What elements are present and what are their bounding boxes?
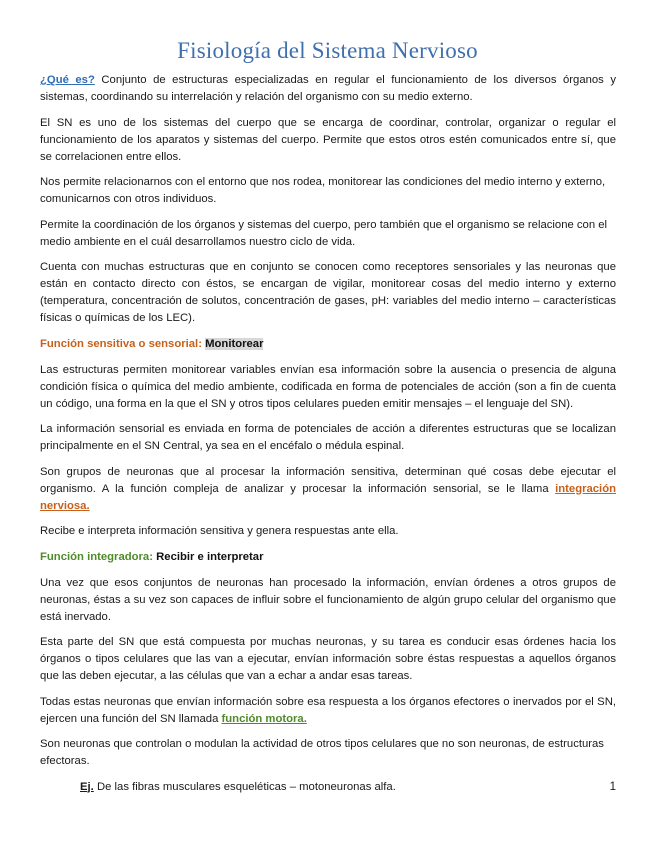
integrative-paragraph-3 xyxy=(40,694,616,728)
sensory-paragraph-3 xyxy=(40,464,616,515)
paragraph-receptors: Cuenta con muchas estructuras que en conjunto se conocen como receptores sensoriales y las neuronas que están en contacto directo con éstos, se encargan de vigilar, monitorear cosas del medio interno y externo (temperatura, concentración de solutos, concentración de gases, pH: variables del medio interno – características físicas o químicas de los LEC). xyxy=(40,261,616,324)
sensory-subheading: Monitorear xyxy=(205,337,264,350)
integrative-heading-label: Función integradora: xyxy=(40,550,153,563)
sensory-heading xyxy=(40,336,616,353)
sensory-paragraph-3-text: Son grupos de neuronas que al procesar la información sensitiva, determinan qué cosas debe ejecutar el organismo. A la función compleja de analizar y procesar la información sensorial, se le llama xyxy=(40,465,616,495)
example-label: Ej. xyxy=(80,780,94,793)
document-body xyxy=(40,72,616,804)
integrative-heading xyxy=(40,549,616,566)
integrative-paragraph-4: Son neuronas que controlan o modulan la actividad de otros tipos celulares que no son neuronas, de estructuras efectoras. xyxy=(40,738,604,767)
integrative-paragraph-2: Esta parte del SN que está compuesta por muchas neuronas, y su tarea es conducir esas órdenes hacia los órganos o tipos celulares que las van a ejecutar, envían información sobre éstas respuestas a aquellos órganos que las deben ejecutar, a las células que van a echar a andar esas tareas. xyxy=(40,636,616,682)
example-text: De las fibras musculares esqueléticas – motoneuronas alfa. xyxy=(93,780,396,793)
paragraph-coordination: Permite la coordinación de los órganos y sistemas del cuerpo, pero también que el organismo se relacione con el medio ambiente en el cuál desarrollamos nuestro ciclo de vida. xyxy=(40,218,608,248)
integrative-subheading: Recibir e interpretar xyxy=(156,550,264,563)
page-title: Fisiología del Sistema Nervioso xyxy=(177,38,478,63)
paragraph-relation: Nos permite relacionarnos con el entorno que nos rodea, monitorear las condiciones del medio interno y externo, comunicarnos con otros individuos. xyxy=(40,176,606,205)
intro-paragraph xyxy=(40,72,616,106)
integrative-paragraph-1: Una vez que esos conjuntos de neuronas han procesado la información, envían órdenes a otros grupos de neuronas, éstas a su vez son capaces de influir sobre el funcionamiento de algún grupo celular del organismo que está inervado. xyxy=(40,576,616,623)
paragraph-sn-definition: El SN es uno de los sistemas del cuerpo que se encarga de coordinar, controlar, organizar o regular el funcionamiento de los aparatos y sistemas del cuerpo. Permite que estos otros estén comunicados entre sí, que se correlacionen entre ellos. xyxy=(40,116,616,163)
funcion-motora-link: función motora. xyxy=(221,712,307,725)
integrative-paragraph-3-text: Todas estas neuronas que envían información sobre esa respuesta a los órganos efectores o inervados por el SN, ejercen una función del SN llamada xyxy=(40,695,616,725)
integracion-nerviosa-link: integración nerviosa. xyxy=(40,482,616,512)
intro-text: Conjunto de estructuras especializadas en regular el funcionamiento de los diversos órganos y sistemas, coordinando su interrelación y relación del organismo con su medio externo. xyxy=(40,74,616,103)
sensory-heading-label: Función sensitiva o sensorial: xyxy=(40,337,202,350)
sensory-paragraph-4: Recibe e interpreta información sensitiva y genera respuestas ante ella. xyxy=(40,525,399,537)
example-line xyxy=(40,779,616,796)
sensory-paragraph-1: Las estructuras permiten monitorear variables envían esa información sobre la ausencia o presencia de alguna condición física o química del medio ambiente, codificada en forma de potenciales de acción (son a fin de cuenta un código, una forma en la que el SN y otros tipos celulares pueden emitir mensajes – el lenguaje del SN). xyxy=(40,363,616,410)
sensory-paragraph-2: La información sensorial es enviada en forma de potenciales de acción a diferentes estructuras que se localizan principalmente en el SN Central, ya sea en el encéfalo o médula espinal. xyxy=(40,423,616,452)
intro-question: ¿Qué es? xyxy=(40,74,95,86)
page-number: 1 xyxy=(609,781,616,793)
